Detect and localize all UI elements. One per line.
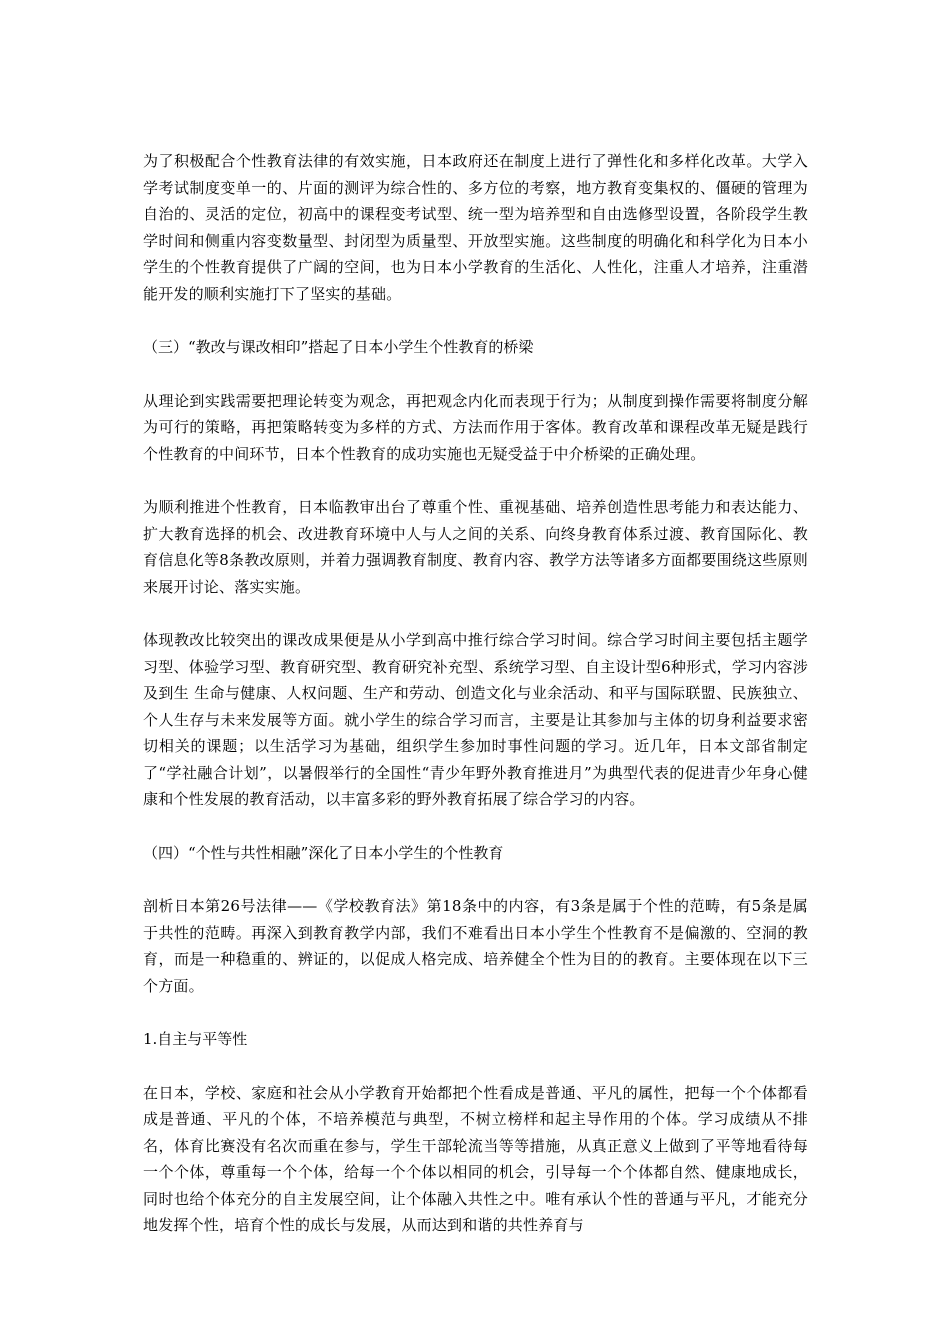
document-body	[143, 148, 808, 1239]
section-heading-3: （三）“教改与课改相印”搭起了日本小学生个性教育的桥梁	[143, 338, 534, 356]
paragraph-1: 为了积极配合个性教育法律的有效实施，日本政府还在制度上进行了弹性化和多样化改革。大学入学考试制度变单一的、片面的测评为综合性的、多方位的考察，地方教育变集权的、僵硬的管理为自治的、灵活的定位，初高中的课程变考试型、统一型为培养型和自由选修型设置，各阶段学生教学时间和侧重内容变数量型、封闭型为质量型、开放型实施。这些制度的明确化和科学化为日本小学生的个性教育提供了广阔的空间，也为日本小学教育的生活化、人性化，注重人才培养，注重潜能开发的顺利实施打下了坚实的基础。	[143, 152, 808, 303]
paragraph-6: 在日本，学校、家庭和社会从小学教育开始都把个性看成是普通、平凡的属性，把每一个个体都看成是普通、平凡的个体，不培养模范与典型，不树立榜样和起主导作用的个体。学习成绩从不排名，体育比赛没有名次而重在参与，学生干部轮流当等等措施，从真正意义上做到了平等地看待每一个个体，尊重每一个个体，给每一个个体以相同的机会，引导每一个个体都自然、健康地成长，同时也给个体充分的自主发展空间，让个体融入共性之中。唯有承认个性的普通与平凡，才能充分地发挥个性，培育个性的成长与发展，从而达到和谐的共性养育与	[143, 1083, 808, 1234]
section-heading-4: （四）“个性与共性相融”深化了日本小学生的个性教育	[143, 843, 504, 862]
paragraph-4: 体现教改比较突出的课改成果便是从小学到高中推行综合学习时间。综合学习时间主要包括主题学习型、体验学习型、教育研究型、教育研究补充型、系统学习型、自主设计型6种形式，学习内容涉及到生 生命与健康、人权问题、生产和劳动、创造文化与业余活动、和平与国际联盟、民族独立、个人生存与未来发展等方面。就小学生的综合学习而言，主要是让其参加与主体的切身利益要求密切相关的课题；以生活学习为基础，组织学生参加时事性问题的学习。近几年，日本文部省制定了“学社融合计划”，以暑假举行的全国性“青少年野外教育推进月”为典型代表的促进青少年身心健康和个性发展的教育活动，以丰富多彩的野外教育拓展了综合学习的内容。	[143, 631, 808, 808]
paragraph-3: 为顺利推进个性教育，日本临教审出台了尊重个性、重视基础、培养创造性思考能力和表达能力、扩大教育选择的机会、改进教育环境中人与人之间的关系、向终身教育体系过渡、教育国际化、教育信息化等8条教改原则，并着力强调教育制度、教育内容、教学方法等诸多方面都要围绕这些原则来展开讨论、落实实施。	[143, 498, 808, 596]
paragraph-2: 从理论到实践需要把理论转变为观念，再把观念内化而表现于行为；从制度到操作需要将制度分解为可行的策略，再把策略转变为多样的方式、方法而作用于客体。教育改革和课程改革无疑是践行个性教育的中间环节，日本个性教育的成功实施也无疑受益于中介桥梁的正确处理。	[143, 391, 808, 463]
subsection-heading-1: 1.自主与平等性	[143, 1030, 248, 1048]
paragraph-5: 剖析日本第26号法律——《学校教育法》第18条中的内容，有3条是属于个性的范畴，有5条是属于共性的范畴。再深入到教育教学内部，我们不难看出日本小学生个性教育不是偏激的、空洞的教育，而是一种稳重的、辨证的，以促成人格完成、培养健全个性为目的的教育。主要体现在以下三个方面。	[143, 897, 808, 995]
